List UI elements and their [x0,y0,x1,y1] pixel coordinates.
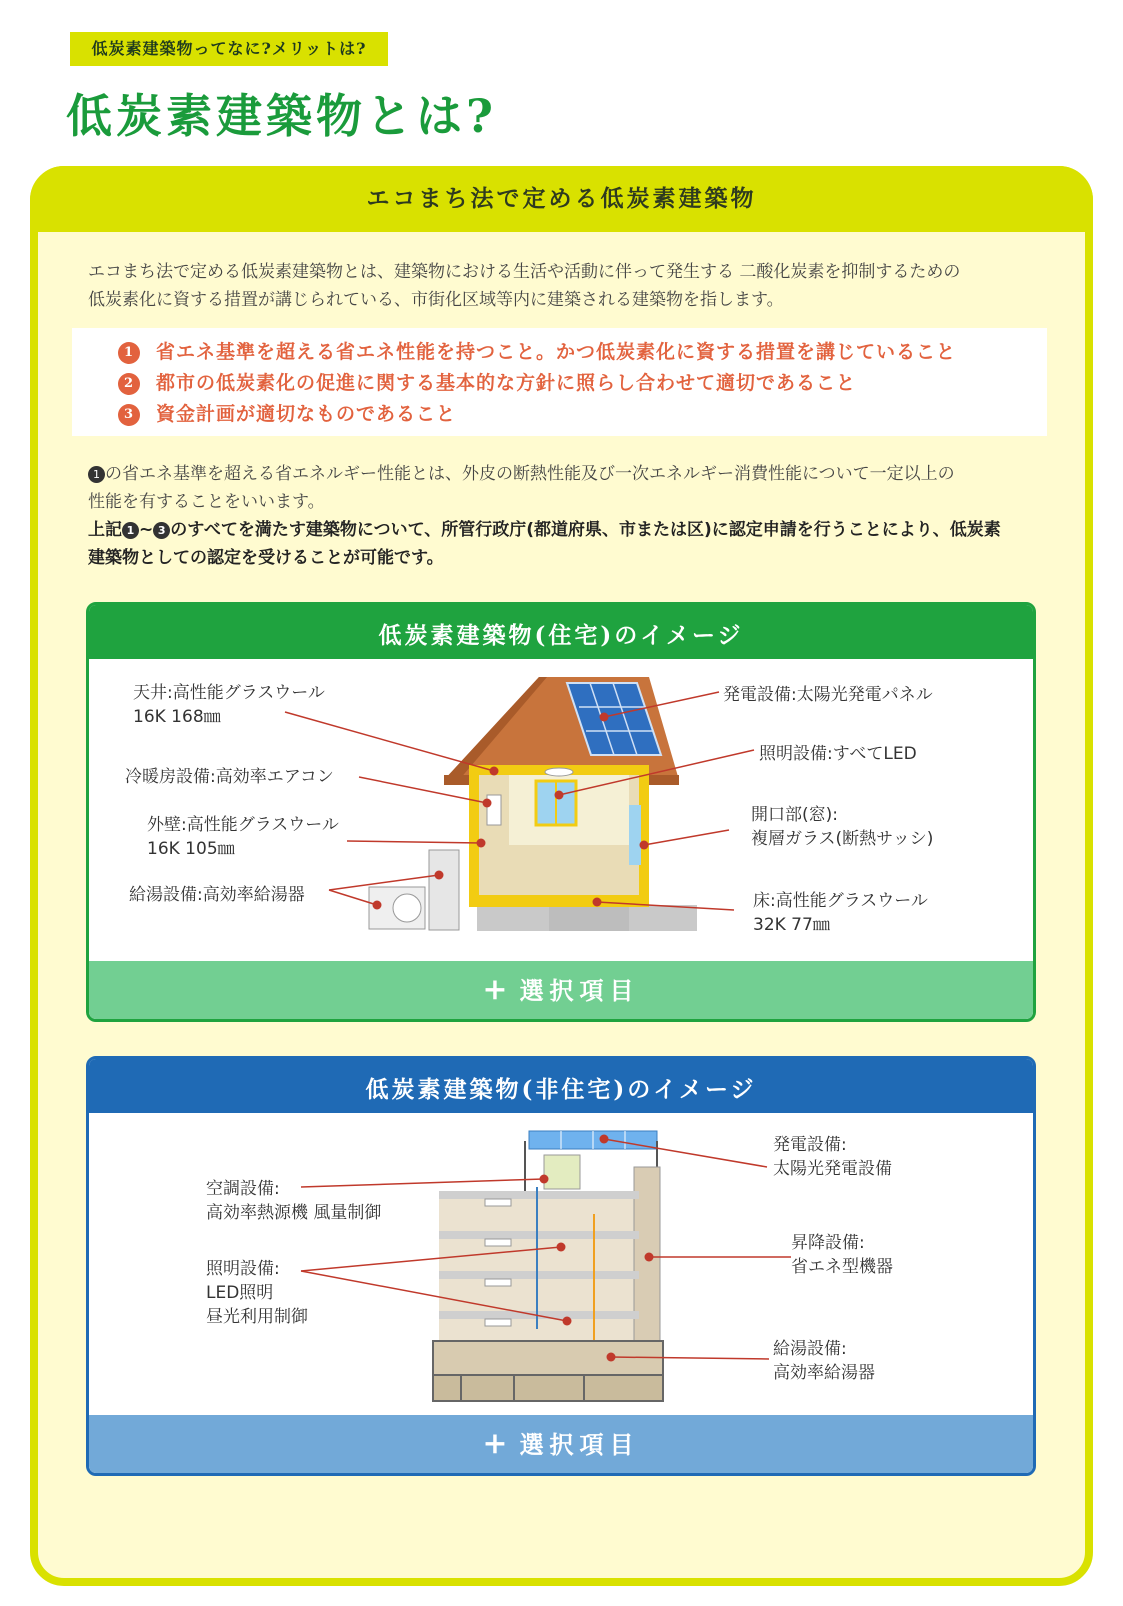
label-line: 開口部(窓): [751,805,838,825]
label-lighting [206,1257,308,1329]
requirement-text: 省エネ基準を超える省エネ性能を持つこと。かつ低炭素化に資する措置を講じていること [156,341,957,363]
note-line-text: の省エネ基準を超える省エネルギー性能とは、外皮の断熱性能及び一次エネルギー消費性能について一定以上の [105,464,955,484]
label-ceiling [133,681,325,729]
label-water-heater: 給湯設備:高効率給湯器 [129,885,305,905]
bold-line-text: のすべてを満たす建築物について、所管行政庁(都道府県、市または区)に認定申請を行うことにより、低炭素 [170,520,1001,540]
label-hvac [206,1177,381,1225]
panel-title: 低炭素建築物(非住宅)のイメージ [365,1076,757,1103]
plus-icon: + [482,1426,514,1461]
label-solar: 発電設備:太陽光発電パネル [723,685,933,705]
label-floor [753,889,928,937]
label-line: 16K 168㎜ [133,707,221,727]
label-line: 省エネ型機器 [791,1257,893,1277]
note-text [88,460,1043,516]
tilde: ~ [139,520,154,540]
label-line: 天井:高性能グラスウール [133,683,325,703]
label-line: 高効率給湯器 [773,1363,875,1383]
label-solar [773,1133,892,1181]
note-line [88,460,1043,488]
label-line: 昼光利用制御 [206,1307,308,1327]
page-title: 低炭素建築物とは? [66,89,497,143]
intro-text [88,258,1038,314]
residential-panel [86,602,1036,1022]
requirement-text: 資金計画が適切なものであること [156,403,457,425]
label-line: 照明設備: [206,1259,280,1279]
panel-footer [89,1415,1033,1473]
bold-note-line: 建築物としての認定を受けることが可能です。 [88,548,444,568]
label-wall [147,813,339,861]
label-window [751,803,933,851]
label-line: 複層ガラス(断熱サッシ) [751,829,934,849]
label-line: 32K 77㎜ [753,915,830,935]
section-tag: 低炭素建築物ってなに?メリットは? [70,32,388,66]
number-badge: 3 [153,522,170,539]
requirement-2 [118,368,856,395]
frame-title: エコまち法で定める低炭素建築物 [366,185,757,212]
bold-note-line [88,516,1043,544]
intro-line: 低炭素化に資する措置が講じられている、市街化区域等内に建築される建築物を指します。 [88,290,784,310]
panel-footer [89,961,1033,1019]
label-line: 高効率熱源機 風量制御 [206,1203,382,1223]
number-badge: 1 [122,522,139,539]
bold-note [88,516,1043,572]
panel-title: 低炭素建築物(住宅)のイメージ [378,622,744,649]
label-lighting: 照明設備:すべてLED [759,744,917,764]
label-line: 床:高性能グラスウール [753,891,928,911]
number-badge: 1 [88,466,105,483]
label-line: 給湯設備: [773,1339,847,1359]
label-line: 16K 105㎜ [147,839,235,859]
note-line: 性能を有することをいいます。 [88,492,325,512]
label-elevator [791,1231,893,1279]
solar-panel-icon [529,1131,657,1149]
intro-line: エコまち法で定める低炭素建築物とは、建築物における生活や活動に伴って発生する 二酸化炭素を抑制するための [88,262,961,282]
footer-label: 選択項目 [519,976,640,1005]
nonresidential-panel [86,1056,1036,1476]
bold-prefix: 上記 [88,520,122,540]
label-line: 発電設備: [773,1135,847,1155]
label-line: 昇降設備: [791,1233,865,1253]
label-water-heater [773,1337,875,1385]
label-line: LED照明 [206,1283,274,1303]
footer-label: 選択項目 [519,1430,640,1459]
label-line: 太陽光発電設備 [773,1159,892,1179]
label-line: 外壁:高性能グラスウール [147,815,339,835]
label-aircon: 冷暖房設備:高効率エアコン [125,767,334,787]
plus-icon: + [482,972,514,1007]
requirement-3 [118,399,456,426]
number-badge: 3 [118,404,140,426]
requirement-text: 都市の低炭素化の促進に関する基本的な方針に照らし合わせて適切であること [156,372,857,394]
number-badge: 1 [118,342,140,364]
number-badge: 2 [118,373,140,395]
label-line: 空調設備: [206,1179,280,1199]
requirement-1 [118,337,956,364]
